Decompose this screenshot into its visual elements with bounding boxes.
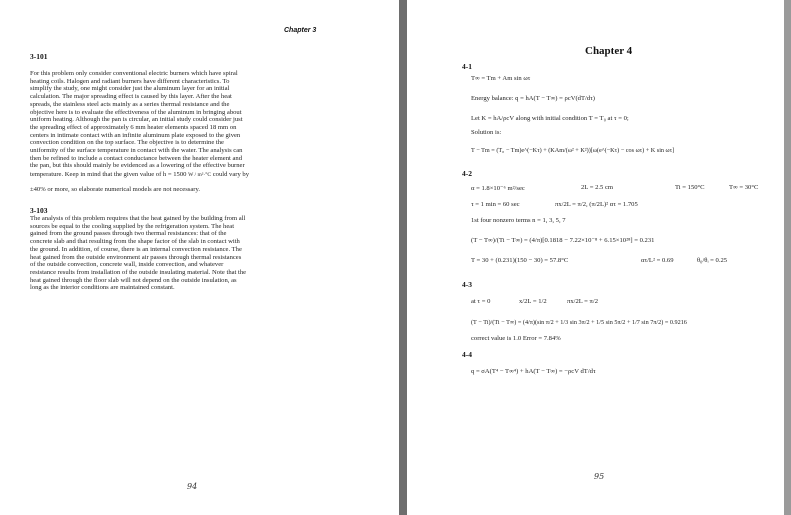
thickness-value: 2L = 2.5 cm (581, 184, 614, 191)
problem-3-103-title: 3-103 (30, 206, 48, 215)
page-number: 94 (187, 482, 198, 491)
terms-note: 1st four nonzero terms n = 1, 3, 5, 7 (471, 217, 566, 224)
fourier-term: πx/2L = π/2, (π/2L)² ατ = 1.705 (555, 201, 638, 208)
text-line: calculation. The major spreading effect is caused by this layer. After the heat (30, 93, 232, 101)
scroll-edge (784, 0, 791, 515)
eq-4-3-series: (T − Ti)/(Ti − T∞) = (4/π)(sin π/2 + 1/3 sin 3π/2 + 1/5 sin 5π/2 + 1/7 sin 7π/2) = 0.9216 (471, 319, 687, 326)
text-line: convection condition on the top surface. The objective is to determine the (30, 139, 224, 147)
eq-4-2-series: (T − T∞)/(Ti − T∞) = (4/π)[0.1818 − 7.22×10⁻⁸ + 6.15×10²⁸] = 0.231 (471, 237, 655, 244)
chapter-title: Chapter 4 (585, 45, 633, 57)
problem-4-1-title: 4-1 (462, 62, 472, 71)
problem-4-4-title: 4-4 (462, 350, 472, 359)
text-line: concrete slab and that resulting from the shape factor of the slab in contact with (30, 238, 240, 246)
eq-4-3-time: at τ = 0 (471, 298, 491, 305)
ambient-temp: T∞ = 30°C (729, 184, 759, 191)
eq-4-3-error: correct value is 1.0 Error = 7.84% (471, 335, 561, 342)
last-line: ±40% or more, so elaborate numerical models are not necessary. (30, 186, 200, 193)
text-line: spreads, the stainless steel acts mainly as a series thermal resistance and the (30, 100, 230, 108)
text-line: the spreading effect of approximately 6 mm heater elements spaced 18 mm on (30, 123, 237, 131)
eq-4-3-position: x/2L = 1/2 (519, 298, 547, 305)
text-line: sources be equal to the cooling supplied by the refrigeration system. The heat (30, 222, 235, 230)
right-page (407, 0, 784, 515)
eq-4-3-angle: πx/2L = π/2 (567, 298, 599, 305)
eq-4-1-4: T − Tm = (T₀ − Tm)e^(−Kτ) + (KAm/(ω² + K²))[ω(e^(−Kτ) − cos ωτ) + K sin ωτ] (471, 147, 675, 154)
eq-4-2-fourier: ατ/L² = 0.69 (641, 257, 674, 264)
problem-4-2-title: 4-2 (462, 169, 472, 178)
text-line: of the outside convection, concrete wall, inside convection, and whatever (30, 261, 224, 269)
eq-4-2-ratio: θ₀/θᵢ = 0.25 (697, 257, 728, 264)
chapter-header: Chapter 3 (284, 27, 317, 34)
alpha-value: α = 1.8×10⁻⁶ m²/sec (471, 185, 525, 192)
eq-4-2-result: T = 30 + (0.231)(150 − 30) = 57.8°C (471, 257, 569, 264)
text-line: the pan, but this should mainly be evidenced as a lowering of the effective burner (30, 162, 245, 170)
text-line: uniformity of the surface temperature in contact with the water. The analysis can (30, 147, 243, 155)
problem-3-101-title: 3-101 (30, 52, 48, 61)
initial-temp: Ti = 150°C (675, 184, 705, 191)
text-line: uniform heating. Although the pan is circular, an initial study could consider just (30, 116, 243, 124)
eq-4-1-2: Energy balance: q = hA(T − T∞) = ρcV(dT/dτ) (471, 95, 595, 102)
page-number: 95 (594, 472, 605, 481)
text-line: resistance results from installation of the outside insulating material. Note that the (30, 268, 247, 276)
text-line: heat gained from the outside environment air passes through thermal resistances (30, 253, 242, 261)
problem-3-103-text (30, 215, 246, 292)
eq-4-4: q = σA(T⁴ − T∞⁴) + hA(T − T∞) = −ρcV dT/dτ (471, 368, 596, 375)
problem-4-3-title: 4-3 (462, 280, 472, 289)
text-line: heat gained through the floor slab will not depend on the outside insulation, as (30, 276, 237, 284)
text-line: For this problem only consider conventional electric burners which have spiral (30, 70, 238, 77)
text-line: objective here is to evaluate the effectiveness of the aluminum in bringing about (30, 108, 242, 116)
text-line: long as the interior conditions are maintained constant. (30, 284, 175, 292)
text-line: simplify the study, one might consider just the aluminum layer for an initial (30, 85, 230, 93)
eq-4-1-3: Let K = hA/ρcV along with initial condition T = T₀ at τ = 0; (471, 115, 629, 122)
text-line: heating coils. Halogen and radiant burners have different characteristics. To (30, 77, 230, 85)
time-value: τ = 1 min = 60 sec (471, 201, 520, 208)
units-fraction: W / m²·°C (188, 172, 212, 178)
text-line: gained from the ground passes through two thermal resistances: that of the (30, 230, 227, 238)
problem-3-101-text (30, 70, 245, 170)
eq-4-1-1: T∞ = Tm + Am sin ωτ (471, 75, 531, 82)
solution-label: Solution is: (471, 129, 502, 136)
text-line: The analysis of this problem requires that the heat gained by the building from all (30, 215, 246, 222)
text-line: centers in intimate contact with an infinite aluminum plate exposed to the given (30, 131, 241, 139)
text-line: then be refined to include a contact conductance between the heater element and (30, 154, 242, 162)
temperature-line: temperature. Keep in mind that the given value of h = 1500 W / m²·°C could vary by (30, 171, 250, 178)
page-gutter (399, 0, 407, 515)
text-line: the ground. In addition, of course, there is an internal convection resistance. The (30, 245, 242, 253)
